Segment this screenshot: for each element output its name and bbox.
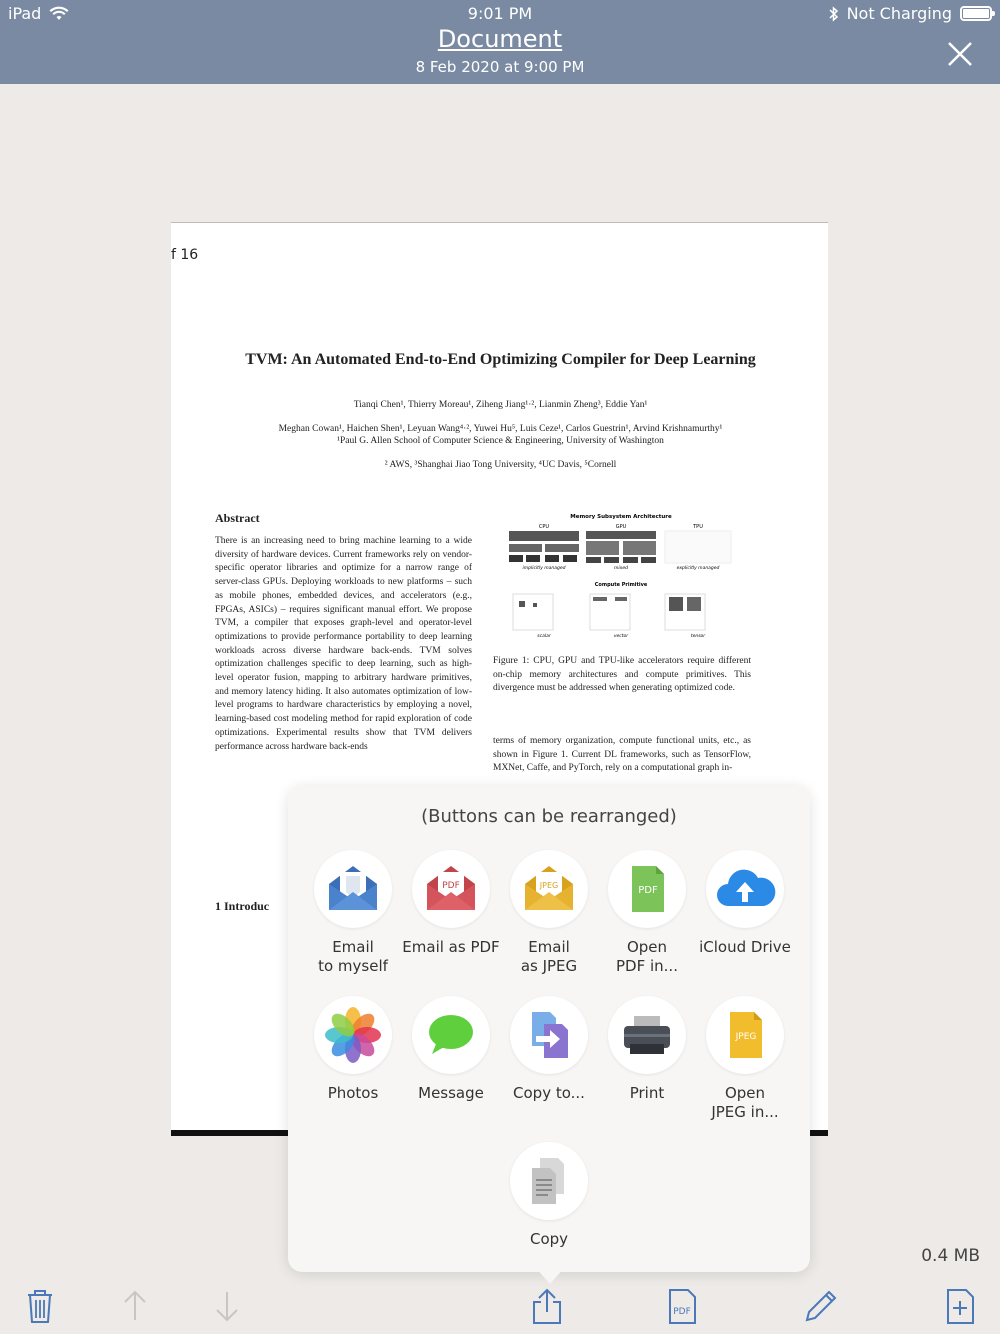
- pdf-badge: PDF: [442, 881, 460, 891]
- share-sheet: [288, 786, 810, 1272]
- share-open-jpeg-in[interactable]: [696, 996, 794, 1122]
- battery-icon: [960, 6, 992, 21]
- bluetooth-icon: [829, 6, 839, 22]
- open-jpeg-icon: [718, 1008, 772, 1062]
- figure-caption: Figure 1: CPU, GPU and TPU-like accelerators require different on-chip memory architectures and compute primitives. This divergence must be addressed when generating optimized code.: [493, 656, 751, 693]
- share-email-to-myself[interactable]: [304, 850, 402, 976]
- email-pdf-icon: [424, 862, 478, 916]
- icloud-drive-icon: [714, 862, 776, 916]
- copy-to-icon: [522, 1008, 576, 1062]
- paper-title: TVM: An Automated End-to-End Optimizing Compiler for Deep Learning: [245, 351, 756, 368]
- affiliation: ¹Paul G. Allen School of Computer Science & Engineering, University of Washington: [337, 436, 664, 446]
- file-size: 0.4 MB: [921, 1246, 980, 1266]
- figure-compute-sub: tensor: [690, 634, 706, 639]
- share-label: Message: [418, 1084, 484, 1102]
- header-bar: [0, 0, 1000, 84]
- copy-icon: [522, 1154, 576, 1208]
- status-time: 9:01 PM: [467, 4, 533, 23]
- toolbar-pdf-label: PDF: [673, 1307, 691, 1317]
- share-photos[interactable]: [304, 996, 402, 1103]
- figure-compute-sub: vector: [613, 634, 629, 639]
- share-label: Email to myself: [318, 938, 388, 975]
- abstract-heading: Abstract: [215, 511, 260, 525]
- trash-icon[interactable]: [20, 1286, 60, 1326]
- share-email-as-jpeg[interactable]: [500, 850, 598, 976]
- pdf-badge: PDF: [638, 885, 658, 896]
- document-title[interactable]: Document: [437, 25, 563, 53]
- page-counter: f 16: [171, 247, 199, 263]
- email-icon: [326, 862, 380, 916]
- share-label: Email as PDF: [402, 938, 500, 956]
- figure-sub: implicitly managed: [522, 566, 566, 571]
- figure-sub: explicitly managed: [676, 566, 720, 571]
- bottom-toolbar: [0, 1276, 1000, 1334]
- share-icon[interactable]: [527, 1286, 567, 1326]
- arrow-up-icon[interactable]: [115, 1286, 155, 1326]
- add-page-icon[interactable]: [940, 1286, 980, 1326]
- share-open-pdf-in[interactable]: [598, 850, 696, 976]
- share-copy[interactable]: [500, 1142, 598, 1249]
- pencil-icon[interactable]: [801, 1286, 841, 1326]
- figure-sub: mixed: [614, 566, 628, 571]
- figure-col: GPU: [615, 524, 627, 530]
- message-icon: [424, 1008, 478, 1062]
- jpeg-badge: JPEG: [539, 881, 559, 890]
- share-label: Open JPEG in...: [711, 1084, 779, 1121]
- share-copy-to[interactable]: [500, 996, 598, 1103]
- figure-title: Memory Subsystem Architecture: [570, 514, 672, 520]
- share-label: iCloud Drive: [699, 938, 791, 956]
- close-icon[interactable]: [946, 40, 974, 68]
- email-jpeg-icon: [522, 862, 576, 916]
- body-text: terms of memory organization, compute functional units, etc., as shown in Figure 1. Current DL frameworks, such as TensorFlow, MXNet, Caffe, and PyTorch, rely on a computational graph in-: [493, 736, 751, 773]
- abstract-text: There is an increasing need to bring machine learning to a wide diversity of hardware devices. Current frameworks rely on vendor-specific operator libraries and optimize for a narrow range of server-class GPUs. Deploying workloads to new platforms – such as mobile phones, embedded devices, and accelerators (e.g., FPGAs, ASICs) – requires significant manual effort. We propose TVM, a compiler that exposes graph-level and operator-level optimizations to provide performance portability to deep learning workloads across diverse hardware back-ends. TVM solves optimization challenges specific to deep learning, such as high-level operator fusion, mapping to arbitrary hardware primitives, and memory latency hiding. It also automates optimization of low-level programs to hardware characteristics by employing a novel, learning-based cost modeling method for rapid exploration of code optimizations. Experimental results show that TVM delivers performance across hardware back-ends: [215, 536, 472, 752]
- authors-line: Meghan Cowan¹, Haichen Shen¹, Leyuan Wang⁴·², Yuwei Hu⁵, Luis Ceze¹, Carlos Guestrin¹, Arvind Krishnamurthy¹: [278, 424, 723, 434]
- share-label: Photos: [327, 1084, 379, 1102]
- status-bar: [0, 4, 1000, 24]
- figure-col: CPU: [538, 524, 550, 530]
- figure-diagram: [493, 511, 753, 641]
- jpeg-badge: JPEG: [735, 1032, 757, 1042]
- share-label: Copy to...: [513, 1084, 585, 1102]
- share-print[interactable]: [598, 996, 696, 1103]
- share-label: Open PDF in...: [616, 938, 678, 975]
- arrow-down-icon[interactable]: [207, 1286, 247, 1326]
- share-message[interactable]: [402, 996, 500, 1103]
- share-email-as-pdf[interactable]: [402, 850, 500, 957]
- share-label: Print: [629, 1084, 665, 1102]
- figure-col: TPU: [693, 524, 703, 530]
- figure-compute-sub: scalar: [537, 634, 551, 639]
- print-icon: [620, 1008, 674, 1062]
- authors-line: Tianqi Chen¹, Thierry Moreau¹, Ziheng Jiang¹·², Lianmin Zheng³, Eddie Yan¹: [353, 400, 648, 410]
- pdf-doc-icon[interactable]: [662, 1286, 702, 1326]
- figure-compute: Compute Primitive: [594, 582, 648, 588]
- document-date: 8 Feb 2020 at 9:00 PM: [415, 58, 585, 76]
- share-label: Email as JPEG: [520, 938, 578, 975]
- share-sheet-hint: (Buttons can be rearranged): [421, 806, 677, 827]
- charging-status: Not Charging: [846, 4, 952, 23]
- affiliation: ² AWS, ³Shanghai Jiao Tong University, ⁴UC Davis, ⁵Cornell: [384, 460, 617, 470]
- open-pdf-icon: [620, 862, 674, 916]
- device-name: iPad: [8, 4, 42, 23]
- photos-icon: [322, 1004, 384, 1066]
- share-icloud-drive[interactable]: [696, 850, 794, 957]
- share-label: Copy: [529, 1230, 569, 1248]
- intro-heading: 1 Introduc: [215, 899, 270, 913]
